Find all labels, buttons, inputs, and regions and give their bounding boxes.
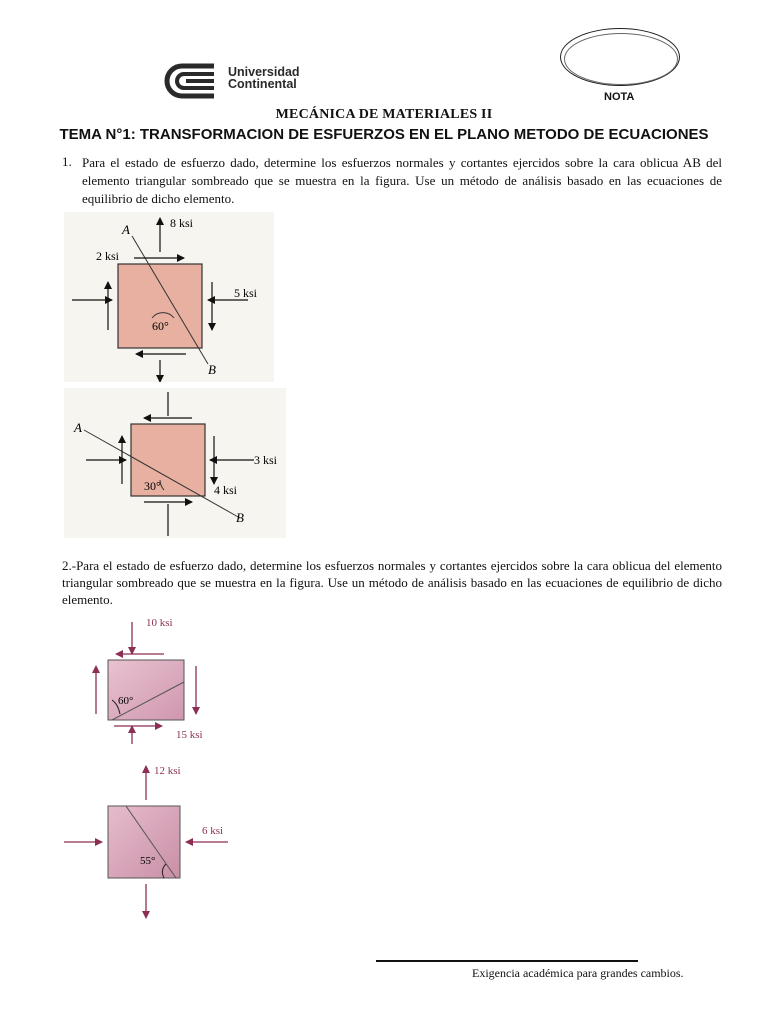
logo-text [228, 66, 300, 90]
stress-element [131, 424, 205, 496]
problem-2-statement: 2.-Para el estado de esfuerzo dado, determine los esfuerzos normales y cortantes ejercidos sobre la cara oblicua del elemento triangular sombreado que se muestra en la figura. Use un método de análisis basado en las ecuaciones de equilibrio de dicho elemento. [62, 558, 722, 607]
side-stress-label: 3 ksi [254, 453, 278, 467]
logo-line-2: Continental [228, 77, 297, 91]
point-a-label: A [74, 420, 82, 435]
stress-element [118, 264, 202, 348]
angle-label: 60° [118, 695, 134, 707]
problem-1-number: 1. [62, 154, 72, 169]
problem-1-figure-b [64, 388, 286, 538]
problem-2-figure-a [76, 612, 222, 748]
stress-element [108, 806, 180, 878]
grade-label: NOTA [604, 91, 635, 103]
course-title: MECÁNICA DE MATERIALES II [275, 107, 493, 122]
side-stress-label: 6 ksi [202, 825, 224, 837]
point-b-label: B [208, 362, 216, 377]
top-stress-label: 12 ksi [154, 765, 181, 777]
grade-oval-inner [564, 33, 678, 85]
top-stress-label: 8 ksi [170, 216, 194, 230]
footer-divider [376, 960, 638, 962]
side-stress-label: 5 ksi [234, 286, 258, 300]
shear-stress-label: 4 ksi [214, 483, 238, 497]
topic-title: TEMA N°1: TRANSFORMACION DE ESFUERZOS EN EL PLANO METODO DE ECUACIONES [59, 126, 709, 143]
footer-slogan: Exigencia académica para grandes cambios. [472, 966, 684, 980]
top-stress-label: 10 ksi [146, 617, 173, 629]
problem-1-figure-a [64, 212, 274, 382]
angle-label: 55° [140, 855, 156, 867]
angle-label: 60° [152, 319, 169, 333]
logo-mark-icon [160, 58, 230, 104]
point-a-label: A [122, 222, 130, 237]
problem-2-figure-b [60, 760, 240, 920]
point-b-label: B [236, 510, 244, 525]
logo-line-1: Universidad [228, 65, 300, 79]
shear-stress-label: 15 ksi [176, 729, 203, 741]
angle-label: 30° [144, 479, 161, 493]
shear-stress-label: 2 ksi [96, 249, 120, 263]
problem-1-statement: Para el estado de esfuerzo dado, determine los esfuerzos normales y cortantes ejercidos sobre la cara oblicua AB del elemento triangular sombreado que se muestra en la figura. Use un método de análisis basado en las ecuaciones de equilibrio de dicho elemento. [82, 155, 722, 206]
